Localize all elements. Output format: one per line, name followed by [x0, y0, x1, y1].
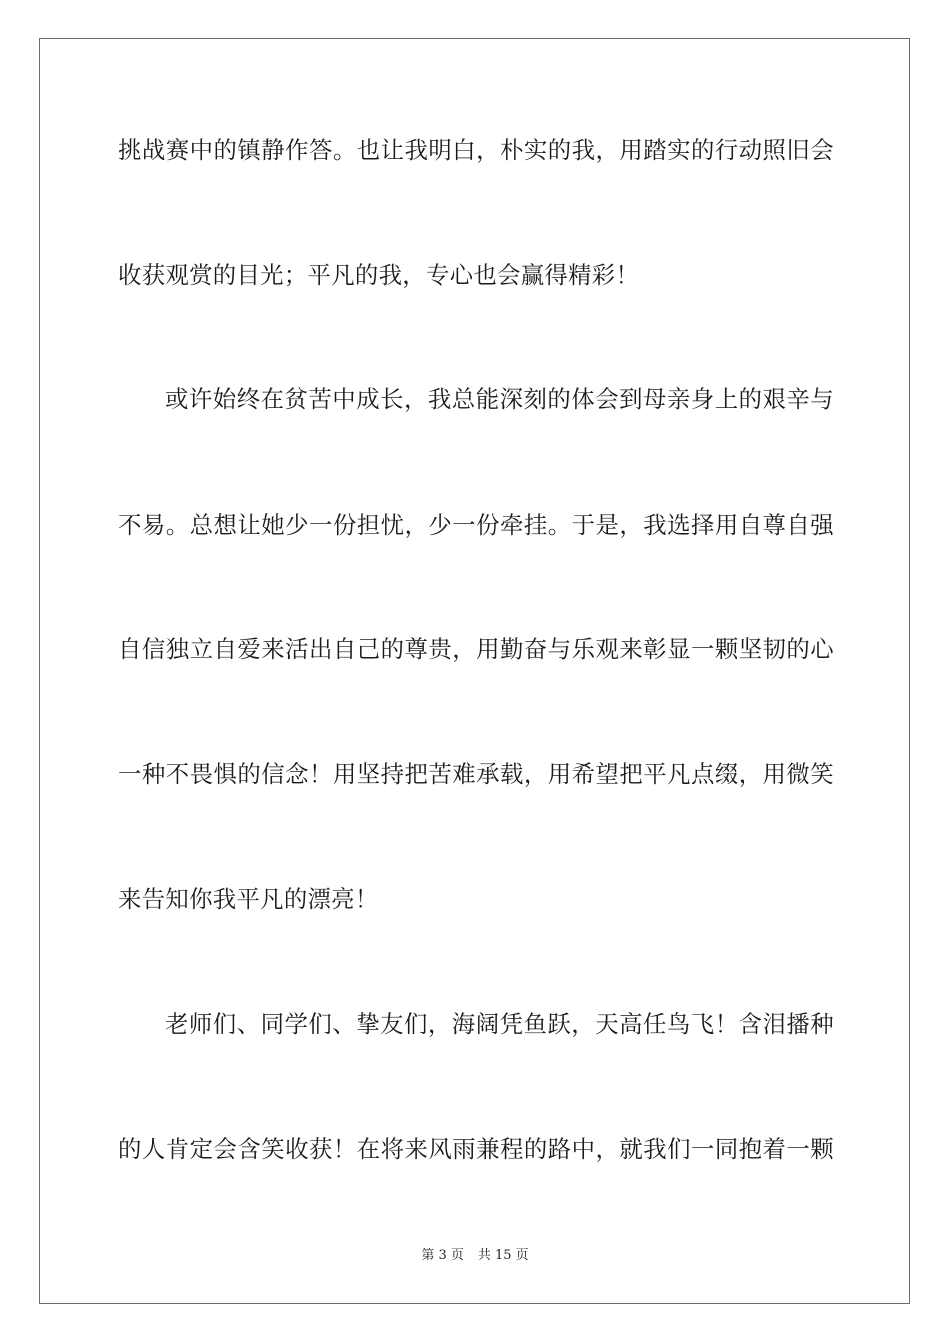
- total-pages: 共 15 页: [477, 1248, 529, 1263]
- paragraph-line-4: 不易。总想让她少一份担忧，少一份牵挂。于是，我选择用自尊自强: [118, 511, 834, 539]
- page-footer: [0, 1247, 950, 1265]
- page-border: [39, 38, 910, 1304]
- paragraph-line-9: 的人肯定会含笑收获！在将来风雨兼程的路中，就我们一同抱着一颗: [118, 1135, 834, 1163]
- paragraph-line-6: 一种不畏惧的信念！用坚持把苦难承载，用希望把平凡点缀，用微笑: [118, 760, 834, 788]
- page-number: 第 3 页: [421, 1248, 464, 1263]
- paragraph-line-5: 自信独立自爱来活出自己的尊贵，用勤奋与乐观来彰显一颗坚韧的心: [118, 635, 834, 663]
- paragraph-line-8: 老师们、同学们、挚友们，海阔凭鱼跃，天高任鸟飞！含泪播种: [165, 1010, 834, 1038]
- paragraph-line-1: 挑战赛中的镇静作答。也让我明白，朴实的我，用踏实的行动照旧会: [118, 136, 834, 164]
- paragraph-line-3: 或许始终在贫苦中成长，我总能深刻的体会到母亲身上的艰辛与: [165, 385, 834, 413]
- paragraph-line-2: 收获观赏的目光；平凡的我，专心也会赢得精彩！: [118, 261, 640, 289]
- paragraph-line-7: 来告知你我平凡的漂亮！: [118, 885, 379, 913]
